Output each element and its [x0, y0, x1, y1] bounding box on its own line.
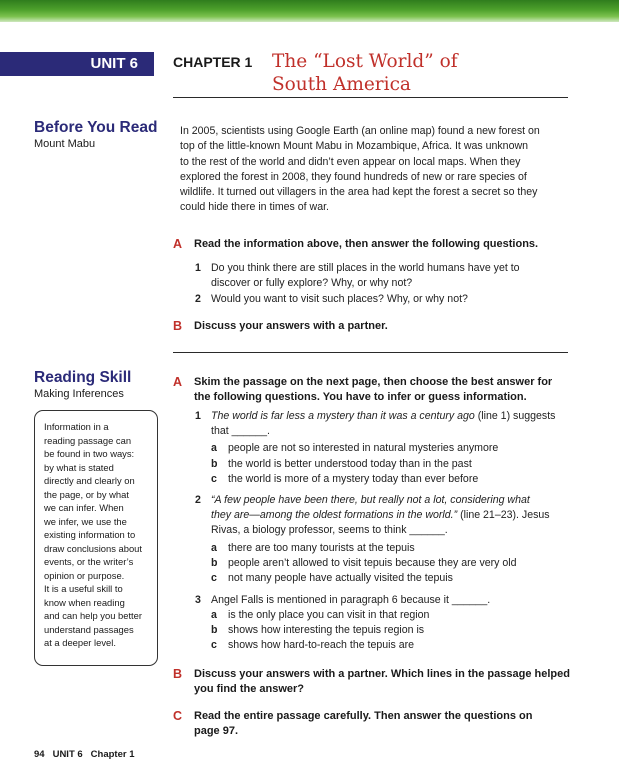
- option-letter: a: [211, 542, 217, 554]
- rs-q2-option-b: [211, 556, 517, 571]
- rs-question-3: [195, 593, 490, 608]
- rs-instruction-b: [173, 667, 570, 696]
- tip-line: Information in a: [44, 421, 109, 432]
- before-you-read-subheading: Mount Mabu: [34, 138, 96, 150]
- intro-line: could hide there in times of war.: [180, 201, 329, 214]
- tip-line: draw conclusions about: [44, 542, 142, 554]
- question-line: [195, 508, 550, 523]
- question-line: discover or fully explore? Why, or why not?: [211, 277, 413, 290]
- chapter-title: [272, 50, 572, 96]
- instruction-text: Discuss your answers with a partner. Which lines in the passage helped: [194, 668, 570, 680]
- option-text: is the only place you can visit in that region: [228, 609, 430, 621]
- option-text: the world is better understood today than in the past: [228, 458, 472, 470]
- reading-skill-subheading: Making Inferences: [34, 388, 124, 400]
- reading-skill-heading: Reading Skill: [34, 369, 132, 386]
- chapter-title-line-1: The “Lost World” of: [272, 51, 458, 72]
- rs-q3-option-a: [211, 608, 429, 623]
- instruction-letter: A: [173, 375, 183, 389]
- option-text: shows how hard-to-reach the tepuis are: [228, 639, 415, 651]
- question-line: “A few people have been there, but really not a lot, considering what: [211, 494, 530, 506]
- option-text: people are not so interested in natural mysteries anymore: [228, 442, 499, 454]
- option-letter: c: [211, 572, 217, 584]
- question-number: 3: [195, 594, 201, 606]
- tip-line: be found in two ways:: [44, 448, 135, 459]
- page-footer: [34, 749, 143, 760]
- option-letter: b: [211, 624, 218, 636]
- section-divider: [173, 352, 568, 353]
- intro-line: top of the little-known Mount Mabu in Mozambique, Africa. It was unknown: [180, 140, 529, 153]
- option-letter: a: [211, 609, 217, 621]
- question-line: Do you think there are still places in the world humans have yet to: [211, 262, 520, 274]
- byr-question-2: [195, 292, 468, 307]
- intro-line: wildlife. It turned out villagers in the area had kept the forest a secret so they: [180, 186, 538, 199]
- instruction-letter: A: [173, 237, 183, 251]
- tip-line: events, or the writer’s: [44, 556, 134, 567]
- option-letter: a: [211, 442, 217, 454]
- instruction-text: Read the information above, then answer the following questions.: [194, 238, 539, 250]
- tip-line: understand passages: [44, 623, 134, 635]
- rs-q2-option-c: [211, 571, 453, 586]
- question-line: [195, 409, 555, 424]
- option-text: the world is more of a mystery today than ever before: [228, 473, 479, 485]
- option-letter: b: [211, 458, 218, 470]
- rs-question-2: [195, 493, 550, 539]
- question-line: Would you want to visit such places? Why, or why not?: [211, 293, 468, 305]
- tip-line: opinion or purpose.: [44, 569, 125, 581]
- footer-unit: UNIT 6: [52, 749, 83, 760]
- instruction-letter: B: [173, 667, 183, 681]
- rs-q2-option-a: [211, 541, 415, 556]
- rs-q3-option-c: [211, 638, 414, 653]
- question-quote: they are—among the oldest formations in the world.”: [211, 509, 458, 522]
- instruction-text: you find the answer?: [194, 682, 305, 695]
- tip-line: we can infer. When: [44, 502, 124, 513]
- tip-line: at a deeper level.: [44, 637, 116, 648]
- tip-line: and can help you better: [44, 610, 142, 621]
- intro-paragraph: [180, 124, 560, 216]
- header-grass-banner: [0, 0, 619, 22]
- tip-line: directly and clearly on: [44, 475, 135, 486]
- byr-question-1: [195, 261, 520, 291]
- option-text: people aren’t allowed to visit tepuis because they are very old: [228, 557, 517, 569]
- intro-line: to the rest of the world and didn’t even appear on local maps. When they: [180, 155, 521, 168]
- option-letter: b: [211, 557, 218, 569]
- reading-skill-tip-box: [34, 410, 158, 666]
- question-number: 1: [195, 262, 201, 274]
- tip-line: the page, or by what: [44, 488, 129, 500]
- instruction-text: Read the entire passage carefully. Then answer the questions on: [194, 710, 533, 722]
- question-line: that ______.: [211, 425, 270, 438]
- byr-instruction-b: [173, 319, 388, 334]
- instruction-text: page 97.: [194, 724, 239, 737]
- question-line: Rivas, a biology professor, seems to think ______.: [211, 524, 448, 537]
- rs-question-1: [195, 409, 555, 439]
- tip-line: by what is stated: [44, 461, 114, 473]
- question-rest: (line 1) suggests: [474, 410, 556, 422]
- rs-instruction-a: [173, 375, 552, 404]
- instruction-letter: B: [173, 319, 183, 333]
- option-letter: c: [211, 473, 217, 485]
- question-line: Angel Falls is mentioned in paragraph 6 because it ______.: [211, 594, 491, 606]
- option-text: there are too many tourists at the tepuis: [228, 542, 415, 554]
- byr-instruction-a: [173, 237, 538, 252]
- intro-line: In 2005, scientists using Google Earth (an online map) found a new forest on: [180, 125, 540, 137]
- title-divider: [173, 97, 568, 98]
- question-number: 2: [195, 494, 201, 506]
- rs-q1-option-c: [211, 472, 478, 487]
- rs-instruction-c: [173, 709, 532, 738]
- chapter-label: CHAPTER 1: [173, 54, 253, 70]
- question-number: 1: [195, 410, 201, 422]
- instruction-text: Discuss your answers with a partner.: [194, 320, 388, 332]
- question-quote: The world is far less a mystery than it was a century ago: [211, 410, 475, 422]
- rs-q1-option-a: [211, 441, 498, 456]
- chapter-title-line-2: South America: [272, 74, 411, 95]
- option-text: not many people have actually visited the tepuis: [228, 572, 453, 584]
- instruction-letter: C: [173, 709, 183, 723]
- before-you-read-heading: Before You Read: [34, 119, 158, 136]
- page-number: 94: [34, 749, 45, 760]
- question-number: 2: [195, 293, 201, 305]
- question-rest: (line 21–23). Jesus: [457, 509, 550, 522]
- instruction-text: Skim the passage on the next page, then choose the best answer for: [194, 376, 553, 388]
- tip-line: It is a useful skill to: [44, 583, 123, 594]
- unit-badge: UNIT 6: [0, 52, 154, 76]
- instruction-text: the following questions. You have to infer or guess information.: [194, 390, 527, 403]
- footer-chapter: Chapter 1: [90, 749, 135, 760]
- option-text: shows how interesting the tepuis region is: [228, 624, 425, 636]
- rs-q3-option-b: [211, 623, 424, 638]
- tip-line: reading passage can: [44, 434, 132, 446]
- tip-line: we infer, we use the: [44, 515, 127, 527]
- tip-line: know when reading: [44, 596, 125, 608]
- rs-q1-option-b: [211, 457, 472, 472]
- option-letter: c: [211, 639, 217, 651]
- tip-line: existing information to: [44, 529, 136, 540]
- intro-line: explored the forest in 2008, they found hundreds of new or rare species of: [180, 170, 527, 183]
